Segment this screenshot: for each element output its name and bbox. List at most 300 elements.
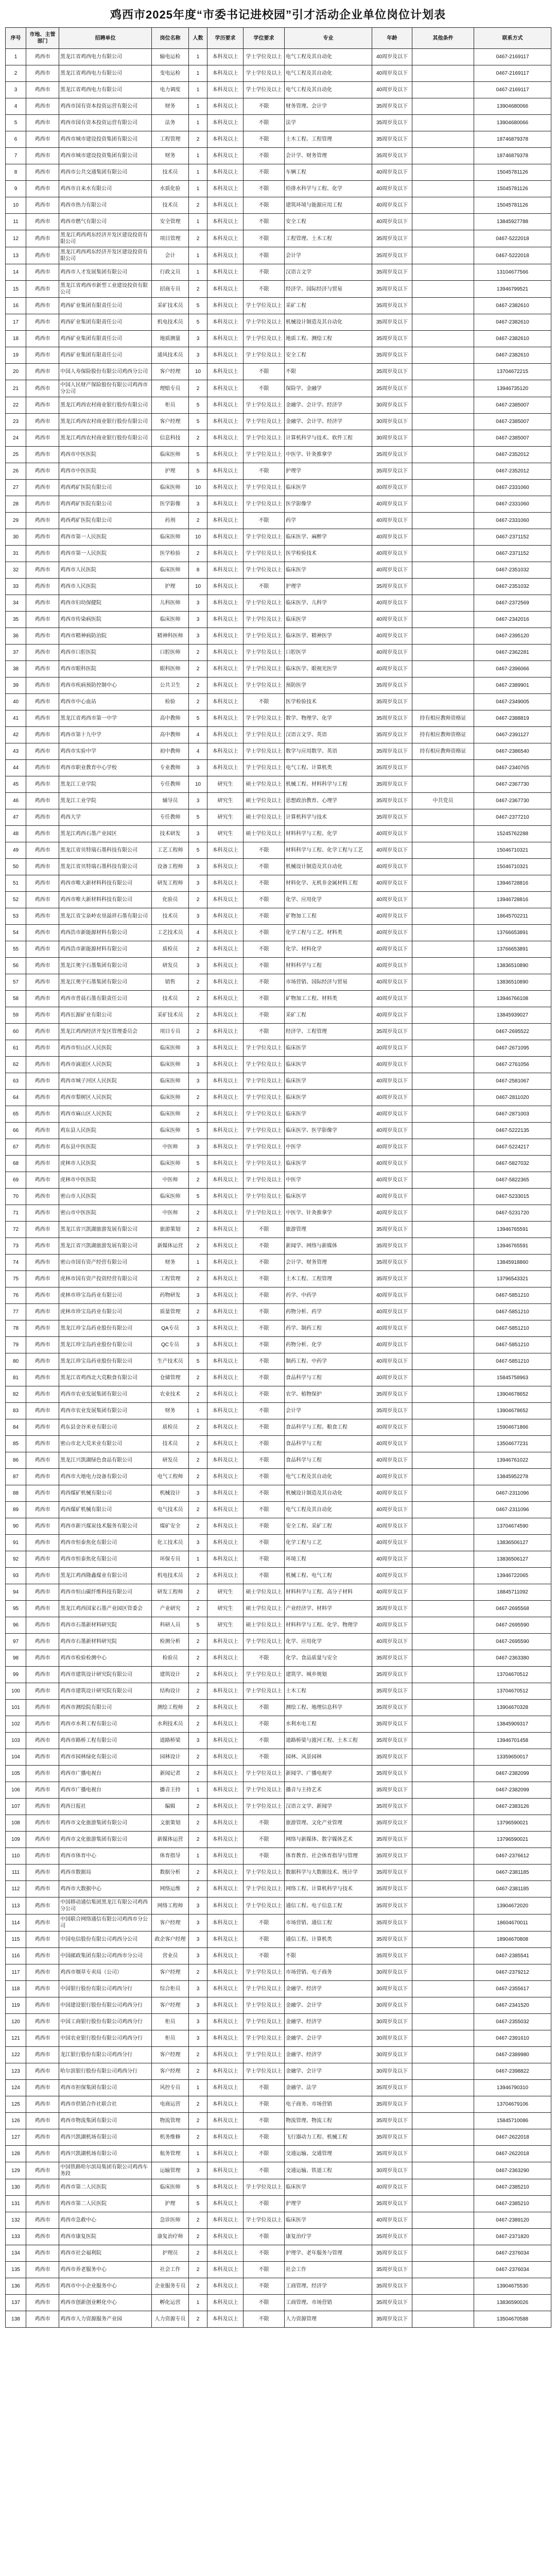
table-row [6, 82, 551, 98]
cell-employer: 密山市国有资产经营有限公司 [59, 1255, 152, 1271]
cell-degree: 不限 [244, 892, 285, 908]
cell-degree: 不限 [244, 1353, 285, 1370]
cell-education: 本科及以上 [207, 1090, 244, 1106]
cell-position: 技术员 [152, 991, 189, 1007]
cell-age: 40周岁及以下 [372, 1007, 412, 1024]
cell-contact: 13904678652 [474, 1386, 551, 1403]
cell-education: 本科及以上 [207, 1733, 244, 1749]
cell-major: 临床医学 [285, 612, 372, 628]
cell-department: 鸡西市 [26, 892, 59, 908]
cell-index: 36 [6, 628, 26, 645]
cell-education: 本科及以上 [207, 612, 244, 628]
cell-department: 鸡西市 [26, 447, 59, 463]
cell-education: 本科及以上 [207, 2179, 244, 2196]
cell-education: 本科及以上 [207, 1238, 244, 1255]
cell-education: 本科及以上 [207, 1535, 244, 1551]
cell-index: 101 [6, 1700, 26, 1716]
cell-position: 孵化运营 [152, 2295, 189, 2311]
cell-other [412, 2278, 474, 2295]
cell-department: 鸡西市 [26, 710, 59, 727]
cell-age: 35周岁及以下 [372, 298, 412, 314]
cell-count: 2 [189, 645, 207, 661]
cell-employer: 鸡西市口腔医院 [59, 645, 152, 661]
cell-degree: 不限 [244, 364, 285, 380]
cell-position: 临床医师 [152, 1057, 189, 1073]
cell-age: 40周岁及以下 [372, 1123, 412, 1139]
cell-count: 3 [189, 496, 207, 513]
cell-position: 信息科技 [152, 430, 189, 447]
cell-major: 食品科学与工程 [285, 1452, 372, 1469]
cell-major: 水利水电工程 [285, 1716, 372, 1733]
cell-contact: 13946735120 [474, 380, 551, 397]
cell-count: 3 [189, 1040, 207, 1057]
table-row [6, 991, 551, 1007]
cell-index: 112 [6, 1881, 26, 1897]
cell-degree: 不限 [244, 974, 285, 991]
cell-age: 40周岁及以下 [372, 1106, 412, 1123]
cell-education: 本科及以上 [207, 430, 244, 447]
cell-other [412, 214, 474, 230]
cell-major: 护理学、老年服务与管理 [285, 2245, 372, 2262]
cell-major: 金融学、会计学 [285, 2030, 372, 2047]
cell-contact: 13904678652 [474, 1403, 551, 1419]
table-row [6, 1139, 551, 1156]
cell-other [412, 2295, 474, 2311]
cell-contact: 13946761022 [474, 1452, 551, 1469]
cell-education: 本科及以上 [207, 2262, 244, 2278]
cell-major: 新闻学、广播电视学 [285, 1766, 372, 1782]
cell-position: 客户经理 [152, 364, 189, 380]
cell-education: 本科及以上 [207, 364, 244, 380]
cell-employer: 黑龙江鸡西国家石墨产业园区管委会 [59, 1601, 152, 1617]
cell-index: 122 [6, 2047, 26, 2063]
cell-position: 临床医师 [152, 1073, 189, 1090]
cell-department: 鸡西市 [26, 1848, 59, 1865]
cell-degree: 不限 [244, 98, 285, 115]
cell-major: 电气工程及其自动化 [285, 65, 372, 82]
cell-education: 本科及以上 [207, 397, 244, 414]
cell-degree: 不限 [244, 380, 285, 397]
cell-age: 40周岁及以下 [372, 65, 412, 82]
cell-contact: 0467-2389901 [474, 677, 551, 694]
cell-department: 鸡西市 [26, 875, 59, 892]
cell-age: 40周岁及以下 [372, 1634, 412, 1650]
cell-employer: 鸡西煤矿机械有限公司 [59, 1485, 152, 1502]
cell-degree: 学士学位及以上 [244, 628, 285, 645]
table-row [6, 1370, 551, 1386]
cell-count: 2 [189, 1238, 207, 1255]
cell-contact: 15845710086 [474, 2113, 551, 2129]
cell-degree: 不限 [244, 1320, 285, 1337]
table-row [6, 1238, 551, 1255]
cell-index: 69 [6, 1172, 26, 1189]
cell-count: 5 [189, 314, 207, 331]
cell-count: 3 [189, 1073, 207, 1090]
cell-age: 30周岁及以下 [372, 2063, 412, 2080]
cell-index: 68 [6, 1156, 26, 1172]
cell-index: 71 [6, 1205, 26, 1222]
table-row [6, 298, 551, 314]
cell-count: 2 [189, 1667, 207, 1683]
cell-education: 本科及以上 [207, 1766, 244, 1782]
cell-education: 本科及以上 [207, 1667, 244, 1683]
cell-education: 本科及以上 [207, 760, 244, 776]
cell-count: 3 [189, 958, 207, 974]
cell-age: 40周岁及以下 [372, 82, 412, 98]
cell-index: 61 [6, 1040, 26, 1057]
cell-education: 本科及以上 [207, 2063, 244, 2080]
cell-count: 3 [189, 1948, 207, 1964]
cell-position: 地质测量 [152, 331, 189, 347]
cell-position: 编辑 [152, 1799, 189, 1815]
cell-position: 客户经理 [152, 1964, 189, 1981]
cell-contact: 0467-5822365 [474, 1172, 551, 1189]
cell-major: 食品科学与工程、粮食工程 [285, 1419, 372, 1436]
cell-department: 鸡西市 [26, 1287, 59, 1304]
cell-major: 交通运输、铁道工程 [285, 2162, 372, 2179]
cell-major: 数学与应用数学、英语 [285, 743, 372, 760]
cell-count: 2 [189, 2245, 207, 2262]
cell-position: 社会工作 [152, 2262, 189, 2278]
cell-employer: 鸡西市公共交通集团有限公司 [59, 164, 152, 181]
cell-index: 99 [6, 1667, 26, 1683]
cell-employer: 中国银行股份有限公司鸡西分行 [59, 1981, 152, 1997]
cell-index: 74 [6, 1255, 26, 1271]
cell-other [412, 98, 474, 115]
cell-count: 2 [189, 1518, 207, 1535]
cell-other [412, 1782, 474, 1799]
cell-age: 35周岁及以下 [372, 1733, 412, 1749]
cell-education: 本科及以上 [207, 181, 244, 197]
cell-education: 本科及以上 [207, 1502, 244, 1518]
cell-degree: 不限 [244, 181, 285, 197]
cell-education: 本科及以上 [207, 1057, 244, 1073]
cell-index: 78 [6, 1320, 26, 1337]
cell-index: 7 [6, 148, 26, 164]
cell-age: 35周岁及以下 [372, 1271, 412, 1287]
cell-education: 本科及以上 [207, 98, 244, 115]
cell-department: 鸡西市 [26, 661, 59, 677]
table-row [6, 612, 551, 628]
cell-degree: 学士学位及以上 [244, 1782, 285, 1799]
cell-degree: 学士学位及以上 [244, 1799, 285, 1815]
cell-age: 40周岁及以下 [372, 197, 412, 214]
table-row [6, 1914, 551, 1931]
cell-position: 护理 [152, 463, 189, 480]
cell-employer: 鸡西市妇幼保健院 [59, 595, 152, 612]
cell-index: 120 [6, 2014, 26, 2030]
cell-degree: 学士学位及以上 [244, 1156, 285, 1172]
cell-other [412, 1749, 474, 1766]
cell-degree: 不限 [244, 1403, 285, 1419]
cell-position: 电商运营 [152, 2096, 189, 2113]
cell-age: 35周岁及以下 [372, 1848, 412, 1865]
cell-employer: 黑龙江鸡西鸡东经济开发区建设投资有限公司 [59, 230, 152, 247]
cell-index: 84 [6, 1419, 26, 1436]
cell-major: 临床医学、麻醉学 [285, 529, 372, 546]
cell-position: 初中教师 [152, 743, 189, 760]
cell-position: 机务维修 [152, 2129, 189, 2146]
table-row [6, 908, 551, 925]
table-row [6, 628, 551, 645]
cell-other [412, 1948, 474, 1964]
cell-other [412, 1799, 474, 1815]
page-title: 鸡西市2025年度“市委书记进校园”引才活动企业单位岗位计划表 [110, 8, 446, 21]
cell-index: 104 [6, 1749, 26, 1766]
cell-department: 鸡西市 [26, 314, 59, 331]
cell-employer: 黑龙江鸡西经济开发区管理委员会 [59, 1024, 152, 1040]
cell-education: 本科及以上 [207, 230, 244, 247]
cell-education: 本科及以上 [207, 1139, 244, 1156]
cell-count: 3 [189, 859, 207, 875]
cell-other [412, 1832, 474, 1848]
cell-other [412, 1650, 474, 1667]
cell-other [412, 1568, 474, 1584]
cell-degree: 学士学位及以上 [244, 1964, 285, 1981]
cell-age: 40周岁及以下 [372, 1617, 412, 1634]
table-row [6, 364, 551, 380]
cell-major: 医学影像学 [285, 496, 372, 513]
table-row [6, 181, 551, 197]
cell-degree: 不限 [244, 2278, 285, 2295]
cell-count: 2 [189, 1716, 207, 1733]
cell-age: 35周岁及以下 [372, 710, 412, 727]
cell-age: 40周岁及以下 [372, 1551, 412, 1568]
cell-count: 2 [189, 941, 207, 958]
cell-major: 食品科学与工程 [285, 1370, 372, 1386]
cell-contact: 13845918860 [474, 1255, 551, 1271]
cell-index: 128 [6, 2146, 26, 2162]
cell-count: 2 [189, 2229, 207, 2245]
cell-count: 2 [189, 281, 207, 298]
cell-major: 园林、风景园林 [285, 1749, 372, 1766]
table-row [6, 1584, 551, 1601]
cell-employer: 黑龙江珍宝岛药业股份有限公司 [59, 1337, 152, 1353]
cell-employer: 黑龙江省鸡西北大荒粮食有限公司 [59, 1370, 152, 1386]
cell-degree: 学士学位及以上 [244, 347, 285, 364]
cell-employer: 鸡西市农业发展集团有限公司 [59, 1403, 152, 1419]
cell-index: 111 [6, 1865, 26, 1881]
cell-other [412, 2096, 474, 2113]
cell-degree: 学士学位及以上 [244, 49, 285, 65]
cell-major: 会计学、财务管理 [285, 1255, 372, 1271]
cell-employer: 鸡西大学 [59, 809, 152, 826]
cell-other [412, 331, 474, 347]
cell-department: 鸡西市 [26, 1403, 59, 1419]
cell-position: 数据分析 [152, 1865, 189, 1881]
cell-count: 2 [189, 1222, 207, 1238]
cell-department: 鸡西市 [26, 2179, 59, 2196]
cell-department: 鸡西市 [26, 1156, 59, 1172]
cell-major: 材料科学与工程、高分子材料 [285, 1584, 372, 1601]
cell-major: 汉语言文学 [285, 264, 372, 281]
cell-degree: 学士学位及以上 [244, 1090, 285, 1106]
cell-major: 旅游管理 [285, 1222, 372, 1238]
cell-age: 35周岁及以下 [372, 1931, 412, 1948]
cell-other [412, 760, 474, 776]
cell-contact: 0467-2169117 [474, 49, 551, 65]
cell-position: 质检员 [152, 1419, 189, 1436]
cell-contact: 0467-5851210 [474, 1304, 551, 1320]
table-row [6, 380, 551, 397]
cell-degree: 不限 [244, 1337, 285, 1353]
cell-contact: 13836506127 [474, 1551, 551, 1568]
cell-degree: 不限 [244, 1931, 285, 1948]
table-row [6, 1304, 551, 1320]
cell-contact: 13704674590 [474, 1518, 551, 1535]
cell-degree: 不限 [244, 2096, 285, 2113]
cell-position: 煤矿安全 [152, 1518, 189, 1535]
cell-department: 鸡西市 [26, 1469, 59, 1485]
cell-degree: 不限 [244, 214, 285, 230]
cell-other [412, 347, 474, 364]
cell-education: 本科及以上 [207, 214, 244, 230]
cell-major: 会计学 [285, 247, 372, 264]
cell-department: 鸡西市 [26, 743, 59, 760]
cell-index: 70 [6, 1189, 26, 1205]
cell-department: 鸡西市 [26, 2196, 59, 2212]
cell-degree: 硕士学位及以上 [244, 776, 285, 793]
cell-employer: 鸡西市第二人民医院 [59, 2196, 152, 2212]
cell-department: 鸡西市 [26, 1502, 59, 1518]
cell-degree: 学士学位及以上 [244, 1683, 285, 1700]
cell-contact: 0467-2352012 [474, 463, 551, 480]
cell-major: 临床医学 [285, 2212, 372, 2229]
cell-degree: 不限 [244, 463, 285, 480]
cell-contact: 13704672215 [474, 364, 551, 380]
cell-other [412, 430, 474, 447]
cell-other [412, 197, 474, 214]
cell-major: 通信工程、计算机类 [285, 1931, 372, 1948]
cell-other [412, 496, 474, 513]
cell-department: 鸡西市 [26, 1535, 59, 1551]
cell-major: 社会工作 [285, 2262, 372, 2278]
cell-major: 电气工程及其自动化 [285, 1469, 372, 1485]
cell-degree: 学士学位及以上 [244, 1073, 285, 1090]
cell-major: 给排水科学与工程、化学 [285, 181, 372, 197]
cell-contact: 0467-2376034 [474, 2262, 551, 2278]
table-row [6, 727, 551, 743]
cell-index: 35 [6, 612, 26, 628]
table-row [6, 974, 551, 991]
cell-contact: 13704670512 [474, 1683, 551, 1700]
cell-other [412, 1090, 474, 1106]
cell-contact: 0467-2349005 [474, 694, 551, 710]
cell-index: 21 [6, 380, 26, 397]
cell-position: 网络运维 [152, 1881, 189, 1897]
header-department: 市地、主管部门 [26, 28, 59, 49]
table-row [6, 214, 551, 230]
cell-major: 矿物加工工程、材料类 [285, 991, 372, 1007]
cell-other [412, 941, 474, 958]
cell-age: 40周岁及以下 [372, 628, 412, 645]
cell-employer: 鸡西矿业集团有限责任公司 [59, 347, 152, 364]
cell-department: 鸡西市 [26, 82, 59, 98]
cell-department: 鸡西市 [26, 1255, 59, 1271]
cell-other [412, 480, 474, 496]
cell-index: 82 [6, 1386, 26, 1403]
cell-education: 本科及以上 [207, 2212, 244, 2229]
cell-degree: 学士学位及以上 [244, 1205, 285, 1222]
cell-index: 22 [6, 397, 26, 414]
cell-degree: 不限 [244, 2229, 285, 2245]
cell-other: 中共党员 [412, 793, 474, 809]
table-row [6, 1832, 551, 1848]
cell-count: 3 [189, 1485, 207, 1502]
cell-other [412, 1073, 474, 1090]
cell-department: 鸡西市 [26, 1667, 59, 1683]
cell-employer: 鸡西鸡矿医院有限公司 [59, 480, 152, 496]
cell-department: 鸡西市 [26, 645, 59, 661]
cell-education: 本科及以上 [207, 1370, 244, 1386]
cell-contact: 0467-5851210 [474, 1320, 551, 1337]
cell-position: 药物研发 [152, 1287, 189, 1304]
table-row [6, 760, 551, 776]
cell-other [412, 1370, 474, 1386]
cell-count: 4 [189, 743, 207, 760]
cell-position: 客户经理 [152, 2063, 189, 2080]
cell-age: 35周岁及以下 [372, 115, 412, 131]
cell-age: 30周岁及以下 [372, 2162, 412, 2179]
cell-count: 2 [189, 677, 207, 694]
cell-education: 本科及以上 [207, 49, 244, 65]
cell-employer: 黑龙江省鸡西市第一中学 [59, 710, 152, 727]
cell-position: 急诊医师 [152, 2212, 189, 2229]
cell-employer: 鸡西市农业发展集团有限公司 [59, 1386, 152, 1403]
cell-major: 口腔医学 [285, 645, 372, 661]
cell-count: 2 [189, 1584, 207, 1601]
cell-degree: 学士学位及以上 [244, 496, 285, 513]
cell-position: 理赔专员 [152, 380, 189, 397]
cell-degree: 不限 [244, 164, 285, 181]
cell-count: 2 [189, 380, 207, 397]
cell-employer: 鸡西市文化旅游集团有限公司 [59, 1832, 152, 1848]
cell-position: 公共卫生 [152, 677, 189, 694]
cell-major: 会计学 [285, 1403, 372, 1419]
cell-education: 本科及以上 [207, 694, 244, 710]
cell-degree: 学士学位及以上 [244, 760, 285, 776]
cell-other [412, 2030, 474, 2047]
cell-education: 本科及以上 [207, 1205, 244, 1222]
cell-contact: 13845927788 [474, 214, 551, 230]
cell-age: 35周岁及以下 [372, 1024, 412, 1040]
cell-major: 电气工程及其自动化 [285, 82, 372, 98]
cell-position: 客户经理 [152, 2047, 189, 2063]
table-row [6, 1551, 551, 1568]
cell-index: 134 [6, 2245, 26, 2262]
recruitment-table [5, 27, 551, 2328]
cell-department: 鸡西市 [26, 2262, 59, 2278]
cell-department: 鸡西市 [26, 2047, 59, 2063]
cell-education: 本科及以上 [207, 1485, 244, 1502]
cell-department: 鸡西市 [26, 1222, 59, 1238]
cell-contact: 0467-2622018 [474, 2146, 551, 2162]
cell-contact: 15046710321 [474, 859, 551, 875]
table-row [6, 925, 551, 941]
cell-position: 机电技术员 [152, 314, 189, 331]
cell-age: 40周岁及以下 [372, 546, 412, 562]
cell-education: 本科及以上 [207, 1832, 244, 1848]
cell-age: 35周岁及以下 [372, 2245, 412, 2262]
cell-department: 鸡西市 [26, 1073, 59, 1090]
cell-degree: 不限 [244, 247, 285, 264]
cell-index: 5 [6, 115, 26, 131]
cell-employer: 中国电信股份有限公司鸡西分公司 [59, 1931, 152, 1948]
cell-other [412, 1601, 474, 1617]
cell-age: 35周岁及以下 [372, 2113, 412, 2129]
cell-index: 45 [6, 776, 26, 793]
cell-major: 法学 [285, 115, 372, 131]
